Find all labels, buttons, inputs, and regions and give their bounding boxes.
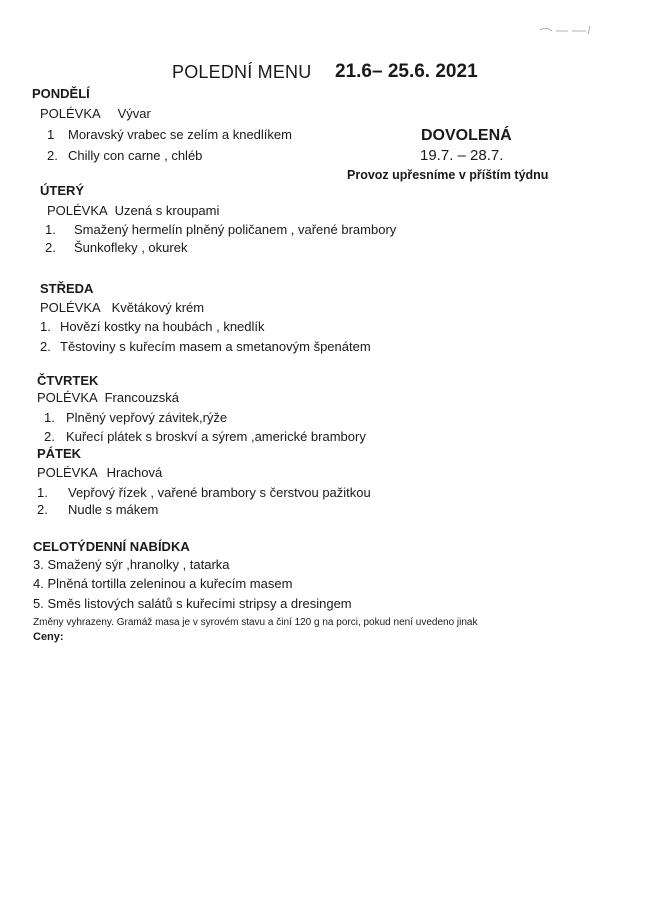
item-text: Smažený hermelín plněný poličanem , vařené brambory [74, 222, 397, 237]
soup-tuesday [47, 203, 219, 218]
menu-item [44, 410, 227, 425]
soup-thursday [37, 390, 179, 405]
item-number: 2. [40, 339, 51, 354]
vacation-note: Provoz upřesníme v příštím týdnu [347, 168, 549, 182]
item-number: 1 [47, 127, 55, 142]
item-text: Těstoviny s kuřecím masem a smetanovým špenátem [60, 339, 371, 354]
item-text: Chilly con carne , chléb [68, 148, 203, 163]
menu-item [40, 319, 265, 334]
soup-monday [40, 106, 151, 121]
item-text: Smažený sýr ,hranolky , tatarka [47, 557, 230, 572]
soup-label: POLÉVKA [37, 390, 97, 405]
item-number: 3. [33, 557, 44, 572]
menu-item [47, 127, 292, 142]
menu-item [45, 240, 187, 255]
soup-wednesday [40, 300, 204, 315]
item-text: Hovězí kostky na houbách , knedlík [60, 319, 265, 334]
soup-name: Květákový krém [111, 300, 205, 315]
prices-label: Ceny: [33, 631, 64, 643]
menu-item [33, 576, 292, 591]
vacation-title: DOVOLENÁ [421, 127, 512, 144]
soup-label: POLÉVKA [37, 465, 97, 480]
item-text: Nudle s mákem [68, 502, 159, 517]
menu-item [33, 557, 230, 572]
item-text: Plněný vepřový závitek,rýže [66, 410, 228, 425]
day-heading-friday: PÁTEK [37, 446, 82, 461]
soup-label: POLÉVKA [47, 203, 107, 218]
soup-name: Vývar [117, 106, 151, 121]
menu-item [37, 502, 158, 517]
item-number: 4. [33, 576, 44, 591]
item-number: 2. [47, 148, 58, 163]
soup-label: POLÉVKA [40, 106, 100, 121]
day-heading-monday: PONDĚLÍ [32, 86, 90, 101]
menu-item [47, 148, 202, 163]
menu-item [44, 429, 366, 444]
day-heading-wednesday: STŘEDA [40, 281, 94, 296]
item-number: 2. [37, 502, 48, 517]
weekly-offer-heading: CELOTÝDENNÍ NABÍDKA [33, 539, 190, 554]
footer-note: Změny vyhrazeny. Gramáž masa je v syrovém stavu a činí 120 g na porci, pokud není uvedeno jinak [33, 617, 478, 628]
item-text: Kuřecí plátek s broskví a sýrem ,americké brambory [66, 429, 366, 444]
soup-name: Hrachová [106, 465, 163, 480]
item-number: 2. [44, 429, 55, 444]
vacation-range: 19.7. – 28.7. [420, 147, 504, 164]
item-text: Moravský vrabec se zelím a knedlíkem [68, 127, 292, 142]
menu-item [33, 596, 352, 611]
item-text: Šunkofleky , okurek [74, 240, 188, 255]
menu-item [45, 222, 396, 237]
item-text: Směs listových salátů s kuřecími stripsy a dresingem [47, 596, 352, 611]
day-heading-tuesday: ÚTERÝ [40, 183, 85, 198]
item-text: Plněná tortilla zeleninou a kuřecím masem [47, 576, 293, 591]
menu-dates: 21.6– 25.6. 2021 [335, 61, 478, 82]
item-number: 1. [37, 485, 48, 500]
item-number: 1. [40, 319, 51, 334]
soup-label: POLÉVKA [40, 300, 100, 315]
item-number: 1. [45, 222, 56, 237]
scan-mark-decoration [538, 22, 593, 36]
item-number: 1. [44, 410, 55, 425]
item-text: Vepřový řízek , vařené brambory s čerstvou pažitkou [68, 485, 371, 500]
soup-name: Uzená s kroupami [114, 203, 220, 218]
menu-title: POLEDNÍ MENU [172, 62, 312, 82]
menu-item [40, 339, 371, 354]
item-number: 5. [33, 596, 44, 611]
soup-name: Francouzská [104, 390, 180, 405]
day-heading-thursday: ČTVRTEK [37, 373, 99, 388]
menu-item [37, 485, 371, 500]
item-number: 2. [45, 240, 56, 255]
soup-friday [37, 465, 162, 480]
